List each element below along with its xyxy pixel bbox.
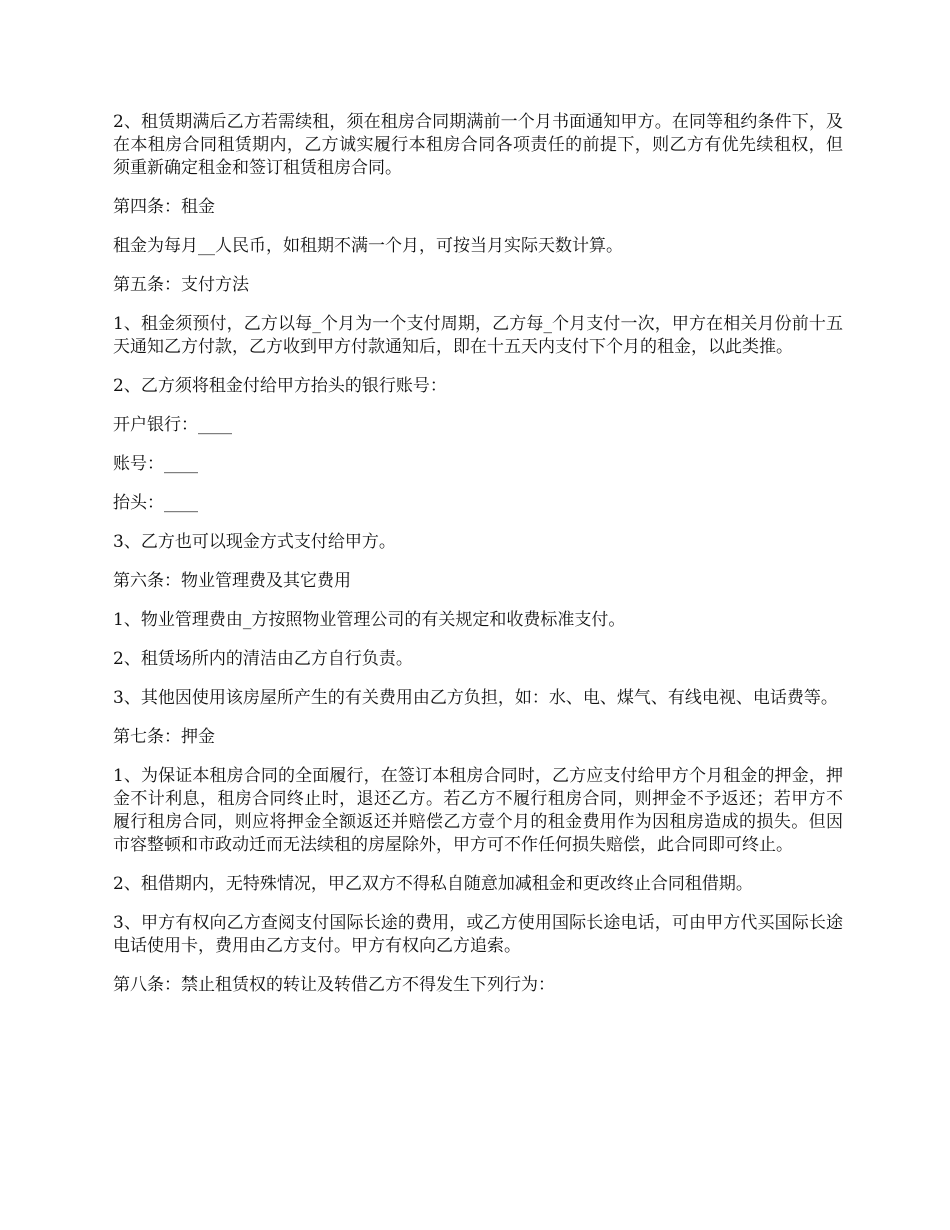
deposit-paragraph: 1、为保证本租房合同的全面履行，在签订本租房合同时，乙方应支付给甲方个月租金的押金，押金不计利息，租房合同终止时，退还乙方。若乙方不履行租房合同，则押金不予返还；若甲方不履行租房合同，则应将押金全额返还并赔偿乙方壹个月的租金费用作为因租房造成的损失。但因市容整顿和市政动迁而无法续租的房屋除外，甲方可不作任何损失赔偿，此合同即可终止。 — [113, 766, 843, 855]
document-page — [113, 111, 843, 1013]
international-call-paragraph: 3、甲方有权向乙方查阅支付国际长途的费用，或乙方使用国际长途电话，可由甲方代买国际长途电话使用卡，费用由乙方支付。甲方有权向乙方追索。 — [113, 913, 843, 956]
prepayment-paragraph: 1、租金须预付，乙方以每_个月为一个支付周期，乙方每_个月支付一次，甲方在相关月份前十五天通知乙方付款，乙方收到甲方付款通知后，即在十五天内支付下个月的租金，以此类推。 — [113, 314, 843, 357]
article-4-heading: 第四条：租金 — [113, 197, 215, 217]
property-fee-paragraph: 1、物业管理费由_方按照物业管理公司的有关规定和收费标准支付。 — [113, 610, 626, 630]
utilities-paragraph: 3、其他因使用该房屋所产生的有关费用由乙方负担，如：水、电、煤气、有线电视、电话费等。 — [113, 688, 838, 708]
rent-amount-paragraph: 租金为每月__人民币，如租期不满一个月，可按当月实际天数计算。 — [113, 236, 623, 256]
article-6-heading: 第六条：物业管理费及其它费用 — [113, 571, 351, 591]
renewal-clause-paragraph: 2、租赁期满后乙方若需续租，须在租房合同期满前一个月书面通知甲方。在同等租约条件下，及在本租房合同租赁期内，乙方诚实履行本租房合同各项责任的前提下，则乙方有优先续租权，但须重新确定租金和签订租赁租房合同。 — [113, 112, 843, 178]
account-holder-line: 抬头：____ — [113, 493, 198, 513]
cash-payment-paragraph: 3、乙方也可以现金方式支付给甲方。 — [113, 532, 396, 552]
article-8-heading: 第八条：禁止租赁权的转让及转借乙方不得发生下列行为： — [113, 975, 555, 995]
rent-change-paragraph: 2、租借期内，无特殊情况，甲乙双方不得私自随意加减租金和更改终止合同租借期。 — [113, 874, 753, 894]
article-5-heading: 第五条：支付方法 — [113, 275, 249, 295]
bank-account-intro: 2、乙方须将租金付给甲方抬头的银行账号： — [113, 376, 447, 396]
cleaning-paragraph: 2、租赁场所内的清洁由乙方自行负责。 — [113, 649, 413, 669]
article-7-heading: 第七条：押金 — [113, 727, 215, 747]
bank-name-line: 开户银行：____ — [113, 415, 232, 435]
account-number-line: 账号：____ — [113, 454, 198, 474]
